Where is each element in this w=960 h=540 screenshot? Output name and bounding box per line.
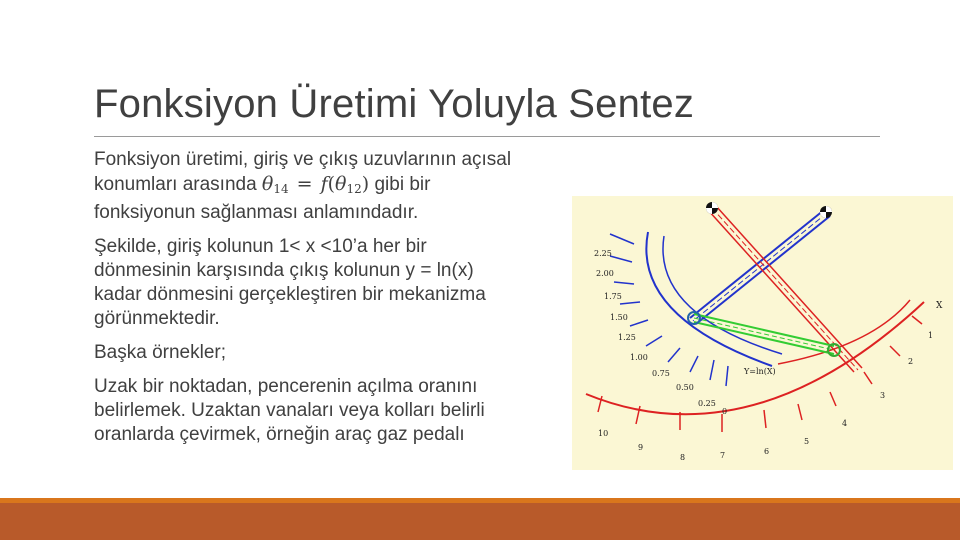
- y-scale-ticks: [610, 234, 728, 386]
- y-scale-tick: [620, 302, 640, 304]
- y-scale-label: 0.50: [676, 383, 694, 392]
- y-scale-label: 1.25: [618, 333, 636, 342]
- x-scale-tick: [890, 346, 900, 356]
- text-line: dönmesinin karşısında çıkış kolunun y = ln(x): [94, 260, 474, 281]
- y-scale-tick: [710, 360, 714, 380]
- slide-title: Fonksiyon Üretimi Yoluyla Sentez: [94, 82, 695, 126]
- x-scale-tick: [764, 410, 766, 428]
- text-line: kadar dönmesini gerçekleştiren bir mekanizma: [94, 284, 486, 305]
- y-scale-tick: [610, 256, 632, 262]
- x-axis-label: X: [936, 301, 943, 311]
- x-scale-label: 5: [804, 437, 810, 446]
- text-line: oranlarda çevirmek, örneğin araç gaz pedalı: [94, 424, 465, 445]
- ground-pivot-left: [706, 202, 718, 214]
- y-scale-label: 2.25: [594, 249, 612, 258]
- x-scale-tick: [830, 392, 836, 406]
- x-scale-label: 2: [908, 357, 914, 366]
- y-scale-tick: [726, 366, 728, 386]
- y-scale-label: 1.50: [610, 313, 628, 322]
- text-line: Başka örnekler;: [94, 342, 227, 363]
- subscript-14: 14: [273, 182, 289, 196]
- mechanism-figure: [572, 196, 953, 470]
- footer-bar: [0, 503, 960, 540]
- x-scale-tick: [912, 316, 922, 324]
- y-scale-label: 0: [722, 407, 728, 416]
- x-scale-label: 6: [764, 447, 770, 456]
- text-line: Uzak bir noktadan, pencerenin açılma oranını: [94, 376, 478, 397]
- x-scale-labels: [598, 331, 933, 462]
- function-symbol: f: [320, 173, 328, 195]
- y-scale-tick: [614, 282, 634, 284]
- x-scale-label: 3: [880, 391, 886, 400]
- text-fragment: konumları arasında: [94, 174, 262, 195]
- y-scale-tick: [630, 320, 648, 326]
- equation-f-theta12: $f(\theta_{12})$: [320, 173, 370, 196]
- y-scale-arc-inner: [663, 236, 782, 354]
- y-scale-arc: [646, 232, 772, 366]
- mechanism-diagram: [572, 196, 953, 470]
- paragraph-examples-heading: [94, 341, 574, 365]
- paragraph-examples: [94, 375, 574, 447]
- function-label: Y=ln(X): [744, 367, 776, 376]
- y-scale-tick: [668, 348, 680, 362]
- slide-body: [94, 148, 574, 460]
- text-line: görünmektedir.: [94, 308, 220, 329]
- ground-pivot-right: [820, 206, 832, 218]
- paragraph-definition: [94, 148, 574, 225]
- paragraph-mechanism: [94, 235, 574, 331]
- equals-sign: =: [296, 173, 313, 195]
- equation-theta14: [262, 173, 289, 195]
- x-scale-tick: [798, 404, 802, 420]
- x-scale-label: 10: [598, 429, 609, 438]
- y-scale-labels: [594, 249, 727, 416]
- text-line: belirlemek. Uzaktan vanaları veya kolları belirli: [94, 400, 485, 421]
- text-line: Fonksiyon üretimi, giriş ve çıkış uzuvlarının açısal: [94, 149, 512, 170]
- text-line: Şekilde, giriş kolunun 1< x <10’a her bir: [94, 236, 427, 257]
- y-scale-label: 1.00: [630, 353, 648, 362]
- x-scale-label: 4: [842, 419, 848, 428]
- text-line-with-equation: [94, 172, 574, 201]
- y-scale-label: 0.25: [698, 399, 716, 408]
- x-scale-label: 1: [928, 331, 934, 340]
- text-line: fonksiyonun sağlanması anlamındadır.: [94, 202, 419, 223]
- y-scale-label: 0.75: [652, 369, 670, 378]
- x-scale-label: 9: [638, 443, 644, 452]
- x-scale-tick: [864, 372, 872, 384]
- theta-symbol: θ: [261, 173, 274, 195]
- text-fragment: gibi bir: [369, 174, 431, 195]
- y-scale-tick: [690, 356, 698, 372]
- y-scale-label: 1.75: [604, 292, 622, 301]
- x-scale-label: 8: [680, 453, 686, 462]
- title-divider: [94, 136, 880, 137]
- y-scale-label: 2.00: [596, 269, 614, 278]
- theta-symbol: θ: [335, 173, 347, 195]
- y-scale-tick: [646, 336, 662, 346]
- x-scale-label: 7: [720, 451, 726, 460]
- y-scale-tick: [610, 234, 634, 244]
- subscript-12: 12: [346, 182, 362, 196]
